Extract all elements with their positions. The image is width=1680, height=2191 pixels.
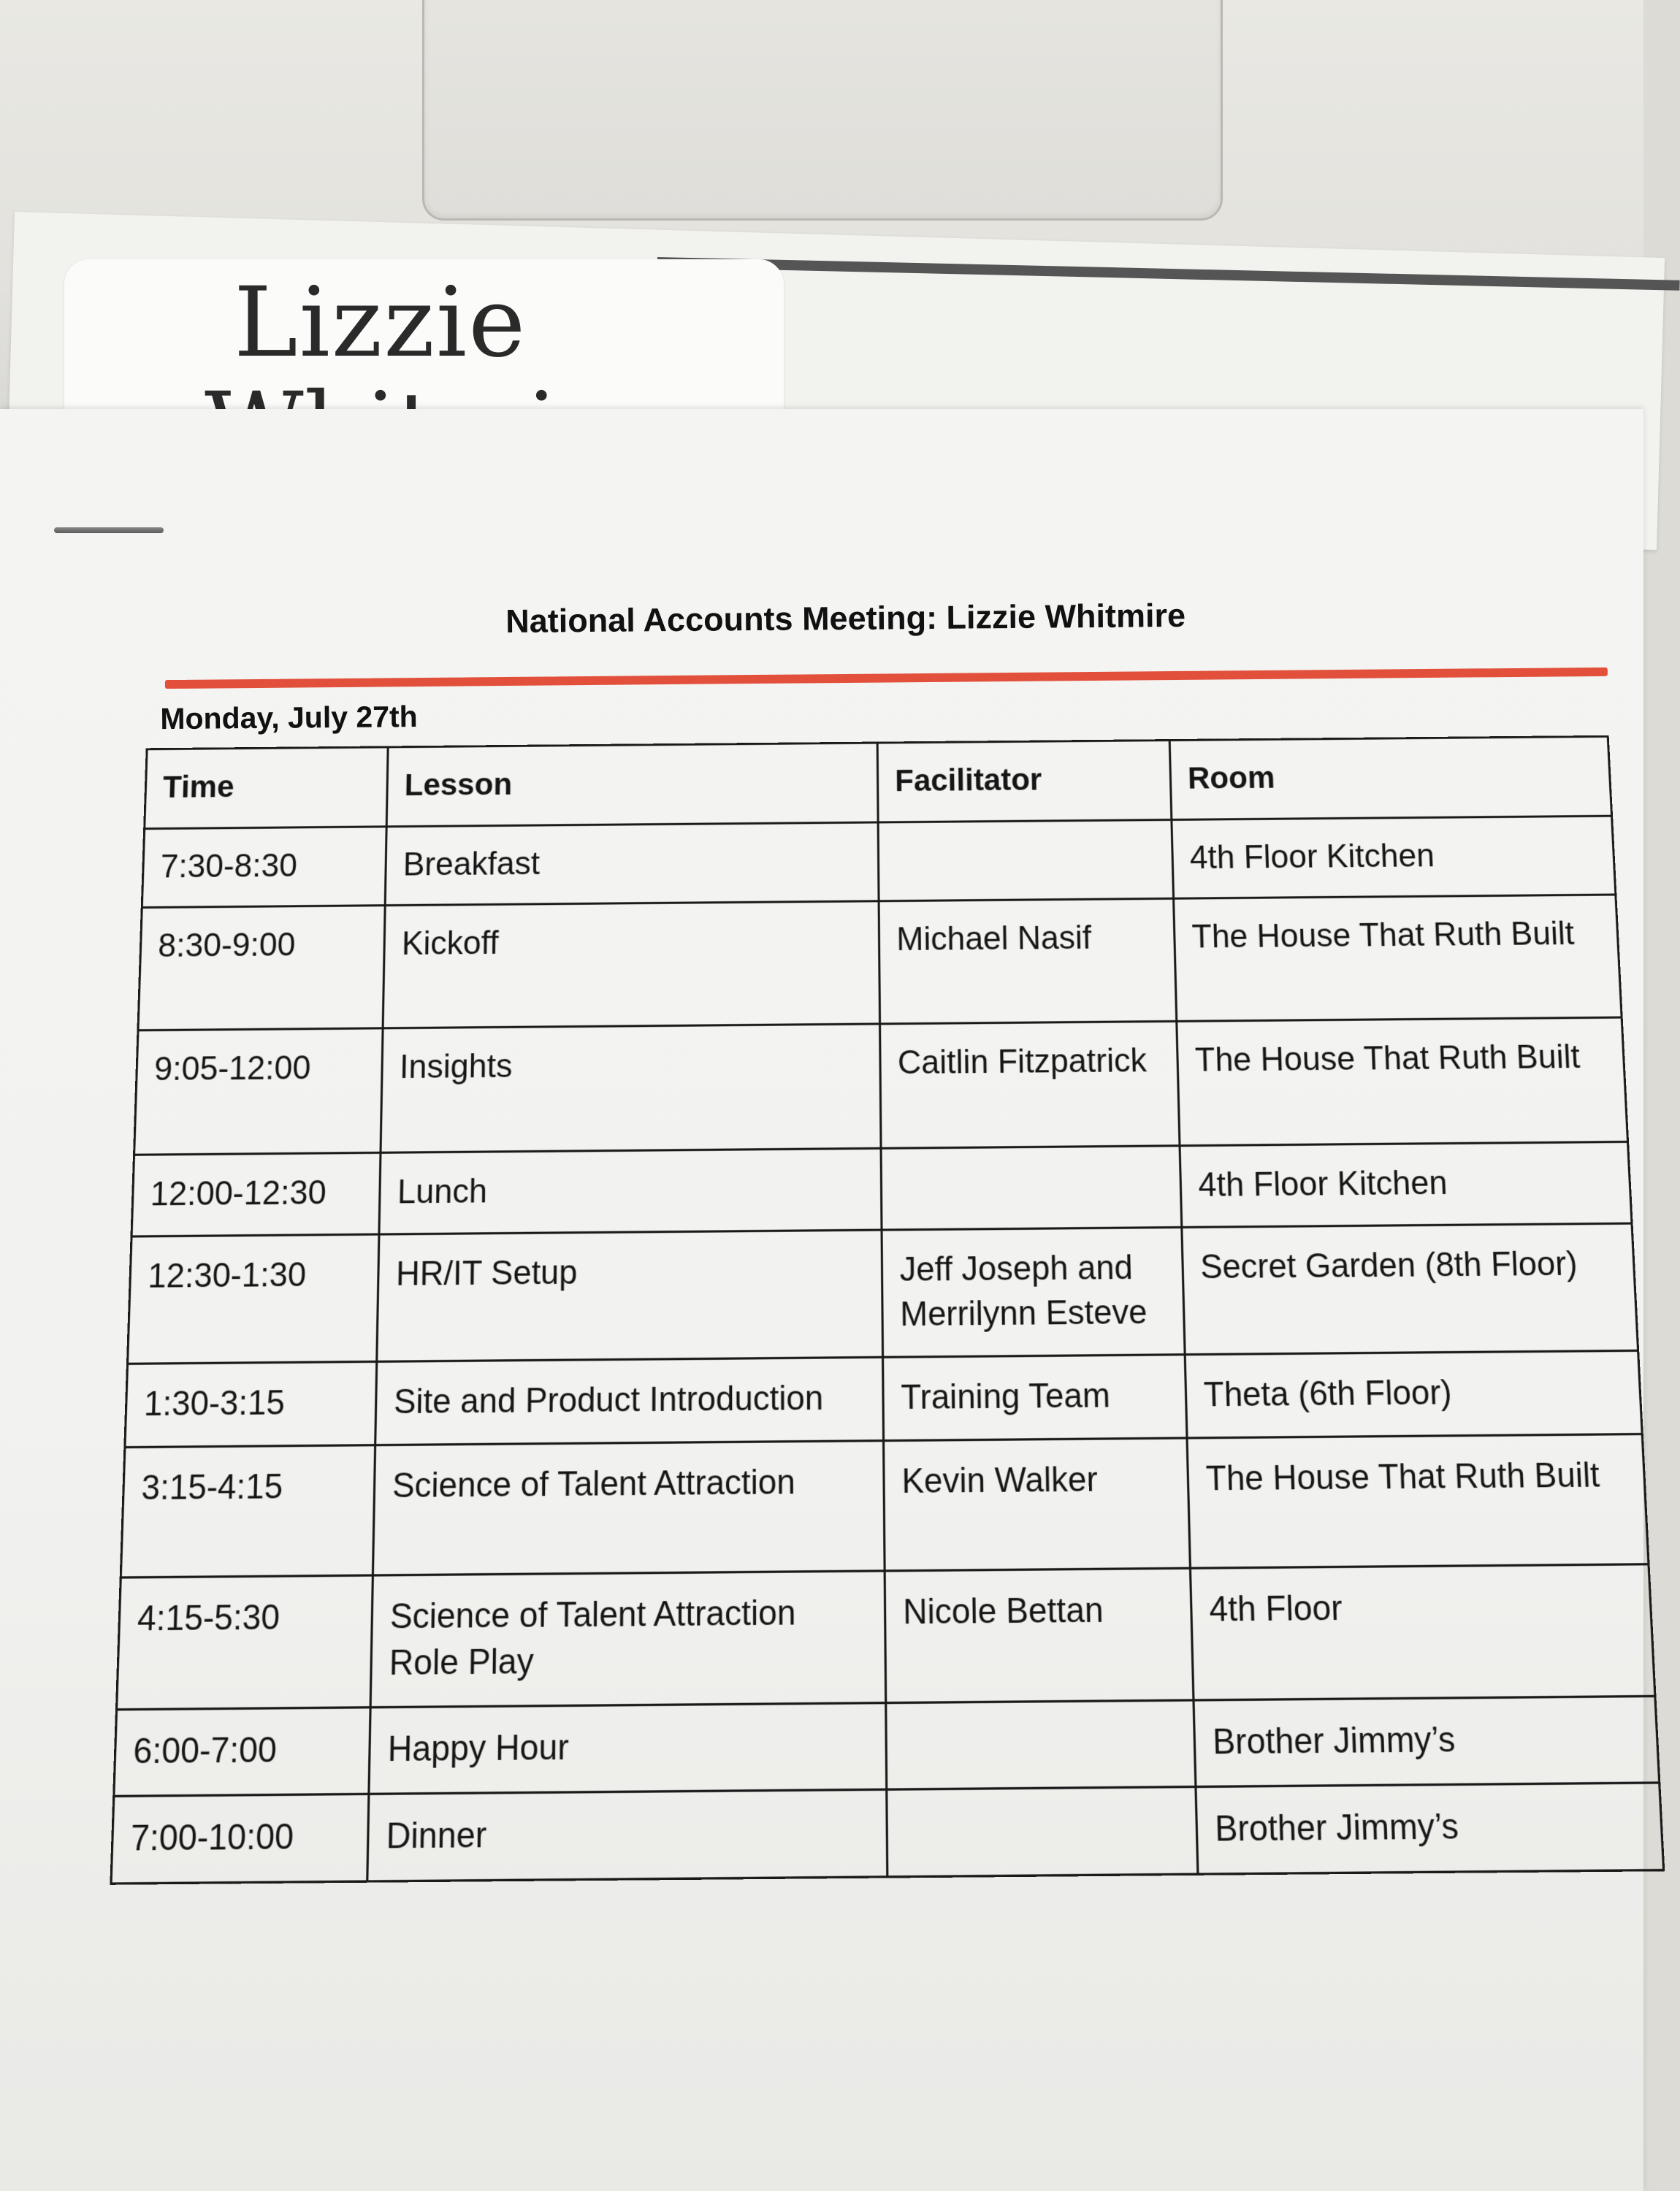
cell-room: Brother Jimmy’s — [1196, 1783, 1664, 1874]
cell-room: Brother Jimmy’s — [1194, 1696, 1660, 1786]
table-row — [121, 1434, 1649, 1578]
header-room: Room — [1169, 736, 1611, 819]
table-row — [134, 1017, 1628, 1155]
cell-time: 4:15-5:30 — [117, 1575, 373, 1710]
cell-facilitator — [878, 819, 1173, 901]
cell-lesson: Insights — [381, 1024, 881, 1152]
schedule-table — [110, 735, 1665, 1885]
header-facilitator: Facilitator — [877, 741, 1172, 822]
cell-lesson: Science of Talent Attraction Role Play — [370, 1571, 886, 1708]
cell-room: The House That Ruth Built — [1177, 1017, 1628, 1146]
name-card-first-name: Lizzie — [234, 267, 527, 379]
table-row — [111, 1783, 1664, 1884]
cell-facilitator — [887, 1786, 1198, 1876]
cell-lesson: Dinner — [367, 1789, 887, 1881]
cell-facilitator: Caitlin Fitzpatrick — [880, 1021, 1180, 1148]
cell-room: 4th Floor Kitchen — [1172, 816, 1616, 898]
cell-lesson: Lunch — [379, 1148, 882, 1234]
cell-lesson: HR/IT Setup — [377, 1230, 883, 1361]
header-time: Time — [145, 747, 388, 829]
laptop-trackpad — [422, 0, 1223, 221]
cell-room: Secret Garden (8th Floor) — [1182, 1223, 1638, 1355]
table-row — [117, 1564, 1655, 1710]
table-row — [131, 1142, 1632, 1236]
cell-facilitator: Kevin Walker — [884, 1438, 1191, 1571]
staple — [54, 527, 164, 533]
cell-facilitator — [881, 1146, 1182, 1230]
cell-room: 4th Floor — [1190, 1564, 1654, 1700]
cell-lesson: Science of Talent Attraction — [373, 1441, 885, 1575]
document-date: Monday, July 27th — [160, 700, 418, 736]
cell-room: The House That Ruth Built — [1187, 1434, 1649, 1569]
document-title: National Accounts Meeting: Lizzie Whitmire — [505, 596, 1186, 641]
cell-time: 7:30-8:30 — [142, 827, 386, 908]
cell-time: 6:00-7:00 — [114, 1708, 370, 1797]
table-row — [114, 1696, 1660, 1796]
cell-facilitator: Michael Nasif — [879, 898, 1177, 1024]
table-row — [125, 1350, 1642, 1447]
cell-room: Theta (6th Floor) — [1185, 1350, 1642, 1438]
cell-lesson: Site and Product Introduction — [375, 1357, 884, 1445]
cell-facilitator: Training Team — [883, 1355, 1187, 1441]
schedule-table-wrapper — [110, 735, 1662, 1885]
cell-time: 12:00-12:30 — [131, 1152, 381, 1236]
table-row — [138, 895, 1622, 1031]
cell-room: 4th Floor Kitchen — [1180, 1142, 1632, 1227]
table-row — [142, 816, 1616, 907]
cell-time: 8:30-9:00 — [138, 906, 385, 1031]
cell-facilitator: Nicole Bettan — [885, 1568, 1194, 1702]
cell-facilitator — [886, 1700, 1196, 1789]
cell-time: 3:15-4:15 — [121, 1445, 375, 1578]
table-row — [128, 1223, 1638, 1364]
cell-time: 7:00-10:00 — [111, 1794, 369, 1884]
cell-lesson: Breakfast — [385, 822, 879, 906]
name-card-last-name-clipped — [205, 380, 555, 409]
table-header-row — [145, 736, 1612, 828]
header-lesson: Lesson — [386, 743, 878, 827]
cell-time: 12:30-1:30 — [128, 1234, 379, 1364]
cell-time: 1:30-3:15 — [125, 1361, 377, 1447]
cell-lesson: Happy Hour — [369, 1703, 887, 1794]
cell-lesson: Kickoff — [383, 901, 879, 1028]
cell-facilitator: Jeff Joseph and Merrilynn Esteve — [882, 1227, 1185, 1357]
cell-room: The House That Ruth Built — [1174, 895, 1622, 1021]
cell-time: 9:05-12:00 — [134, 1028, 383, 1155]
